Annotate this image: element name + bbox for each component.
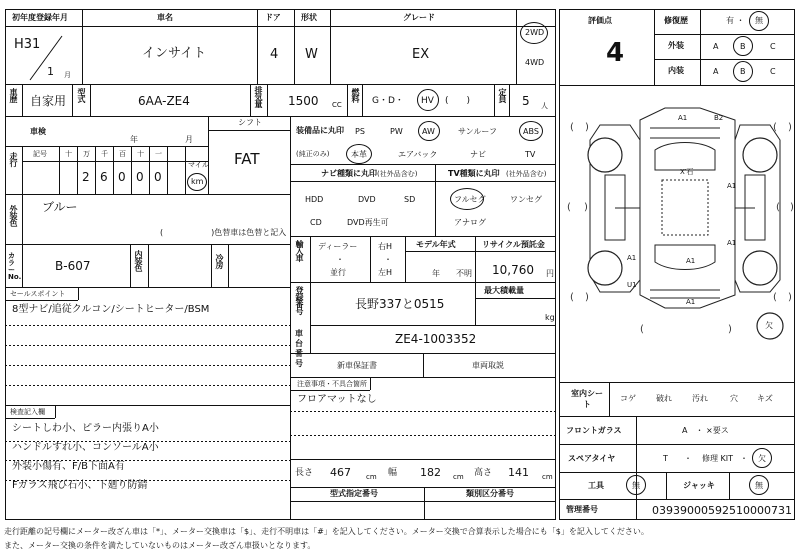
digit-3: 0 xyxy=(136,170,144,184)
fuel-label: 燃料 xyxy=(351,88,360,102)
tools-none: 無 xyxy=(632,481,640,490)
inspector-line-3: 外装小傷有、F/B下面A有 xyxy=(12,461,125,472)
use-value: 自家用 xyxy=(30,94,67,108)
model-year-unit: 年 xyxy=(432,269,440,278)
import-left: 左H xyxy=(378,268,393,277)
exterior-c: C xyxy=(770,42,776,51)
score-label: 評価点 xyxy=(588,16,612,25)
exterior-b: B xyxy=(740,42,746,51)
dot-4: ・ xyxy=(740,454,748,463)
width-value: 182 xyxy=(420,466,441,479)
svg-text:(: ( xyxy=(570,292,574,303)
shape-value: W xyxy=(305,47,318,62)
notes-label: 注意事項・不具合箇所 xyxy=(297,380,367,388)
fuel-paren: ( ) xyxy=(445,96,471,106)
doors-value: 4 xyxy=(270,47,279,62)
diag-label-a1-bottom: A1 xyxy=(686,298,696,306)
front-glass-label: フロントガラス xyxy=(566,426,622,435)
interior-label: 内装 xyxy=(668,66,684,75)
spare-t: T xyxy=(663,454,668,463)
displacement-value: 1500 xyxy=(288,94,319,108)
import-parallel: 並行 xyxy=(330,268,346,277)
model-value: 6AA-ZE4 xyxy=(138,94,190,108)
shift-value: FAT xyxy=(234,150,260,168)
unit-5: 一 xyxy=(155,150,162,158)
capacity-label: 定員 xyxy=(498,88,507,102)
mileage-label: 走行 xyxy=(9,152,18,166)
equip-leather: 本革 xyxy=(351,150,367,159)
grade-value: EX xyxy=(412,47,430,62)
inspection-month: 月 xyxy=(185,135,193,144)
unit-4: 十 xyxy=(137,150,144,158)
tools-label: 工具 xyxy=(588,481,604,490)
mgmt-value: 0393900059251000073​1 xyxy=(652,504,792,517)
length-label: 長さ xyxy=(295,468,314,478)
svg-text:(: ( xyxy=(640,324,644,335)
height-value: 141 xyxy=(508,466,529,479)
exterior-a: A xyxy=(713,42,719,51)
diag-label-b2: B2 xyxy=(714,114,724,122)
digit-0: 2 xyxy=(82,170,90,184)
tv-fullseg: フルセグ xyxy=(454,195,486,204)
inspector-line-4: Fガラス飛び石小、下廻り防錆 xyxy=(12,480,148,491)
fuel-hv: HV xyxy=(421,96,434,106)
repair-none: 無 xyxy=(755,16,763,25)
diag-label-a1-left: A1 xyxy=(627,254,637,262)
exterior-label: 外装 xyxy=(668,41,684,50)
color-note: ( )色替車は色替と記入 xyxy=(160,228,287,237)
svg-text:): ) xyxy=(788,122,792,133)
svg-text:): ) xyxy=(728,324,732,335)
grade-label: グレード xyxy=(403,13,435,22)
height-label: 高さ xyxy=(474,468,493,478)
person-unit: 人 xyxy=(541,102,548,110)
navi-label: ナビ種類に丸印 xyxy=(321,169,377,178)
import-dealer: ディーラー xyxy=(318,242,358,251)
width-unit: cm xyxy=(453,473,464,481)
shift-label: シフト xyxy=(238,118,262,127)
tv-label: TV種類に丸印 xyxy=(448,169,500,178)
svg-text:(: ( xyxy=(773,122,777,133)
car-name-value: インサイト xyxy=(142,46,207,61)
svg-text:(: ( xyxy=(773,292,777,303)
first-reg-label: 初年度登録年月 xyxy=(12,13,68,22)
sales-text: 8型ナビ/追従クルコン/シートヒーター/BSM xyxy=(12,304,210,315)
tv-analog: アナログ xyxy=(454,218,486,227)
warranty-label: 新車保証書 xyxy=(337,361,377,370)
history-label: 車歴 xyxy=(9,88,18,102)
interior-color-label: 内装色 xyxy=(134,250,143,271)
sales-label: セールスポイント xyxy=(10,290,66,298)
score-value: 4 xyxy=(606,38,625,68)
navi-sd: SD xyxy=(404,195,416,204)
length-value: 467 xyxy=(330,466,351,479)
capacity-value: 5 xyxy=(522,94,530,108)
diag-label-ketsu: 欠 xyxy=(765,321,773,330)
diag-label-a1-rr: A1 xyxy=(727,239,737,247)
navi-cd: CD xyxy=(310,218,322,227)
diag-label-a1-mid: A1 xyxy=(686,257,696,265)
ac-label: 冷房 xyxy=(215,254,224,268)
dot-2: ・ xyxy=(384,255,392,264)
color-no-label: カラーNo. xyxy=(8,252,22,281)
inspector-label: 検査記入欄 xyxy=(10,408,45,416)
unit-3: 百 xyxy=(119,150,126,158)
interior-c: C xyxy=(770,67,776,76)
spare-label: スペアタイヤ xyxy=(568,454,616,463)
diag-label-stone: X‵石 xyxy=(680,168,694,176)
svg-text:): ) xyxy=(790,202,794,213)
color-no-value: B-607 xyxy=(55,259,91,273)
dot-1: ・ xyxy=(336,255,344,264)
interior-a: A xyxy=(713,67,719,76)
cc-unit: CC xyxy=(332,101,342,109)
diag-label-u1: U1 xyxy=(627,281,637,289)
car-name-label: 車名 xyxy=(157,13,173,22)
seat-ana: 穴 xyxy=(730,394,738,403)
svg-text:(: ( xyxy=(570,122,574,133)
import-label: 輸入車 xyxy=(295,240,304,261)
spare-none: 欠 xyxy=(758,454,766,463)
diag-label-a1-top: A1 xyxy=(678,114,688,122)
tv-sub: (社外品含む) xyxy=(506,170,547,178)
unit-1: 万 xyxy=(83,150,90,158)
inspector-line-2: ハンドルすれ小、コンソールA小 xyxy=(12,442,159,453)
svg-text:(: ( xyxy=(567,202,571,213)
repair-label: 修復歴 xyxy=(664,16,688,25)
length-unit: cm xyxy=(366,473,377,481)
navi-sub: (社外品含む) xyxy=(377,170,418,178)
svg-text:): ) xyxy=(788,292,792,303)
repair-options: 有 ・ xyxy=(726,16,745,25)
designation-label: 型式指定番号 xyxy=(330,489,378,498)
equip-sunroof: サンルーフ xyxy=(458,127,497,136)
reg-value: 長野337と0515 xyxy=(355,297,445,311)
seat-koge: コゲ xyxy=(620,394,636,403)
front-glass-value: A ・ ×要ス xyxy=(682,426,729,435)
jack-label: ジャッキ xyxy=(683,481,715,490)
kg-unit: kg xyxy=(545,313,555,322)
max-load-label: 最大積載量 xyxy=(484,286,524,295)
seat-kizu: キズ xyxy=(757,394,773,403)
chassis-label: 車台番号 xyxy=(295,329,303,368)
equip-aw: AW xyxy=(422,127,435,136)
footer-note-1: 走行距離の記号欄にメーター改ざん車は「*」、メーター交換車は「$」、走行不明車は「#」を記入してください。メーター交換で合算表示した場合にも「$」を記入してください。 xyxy=(4,527,649,536)
recycle-value: 10,760 xyxy=(492,263,534,277)
mileage-kigo: 記号 xyxy=(33,150,47,158)
equipment-sub: (純正のみ) xyxy=(296,150,330,158)
tv-oneseg: ワンセグ xyxy=(510,195,542,204)
equip-navi: ナビ xyxy=(470,150,486,159)
navi-hdd: HDD xyxy=(305,195,324,204)
yen-unit: 円 xyxy=(546,269,554,278)
equip-ps: PS xyxy=(355,127,365,136)
drive-2wd: 2WD xyxy=(525,28,545,37)
inspection-label: 車検 xyxy=(30,127,46,136)
chassis-value: ZE4-1003352 xyxy=(395,332,477,346)
color-value: ブルー xyxy=(42,200,78,214)
import-right: 右H xyxy=(378,242,393,251)
svg-text:): ) xyxy=(585,122,589,133)
reg-label: 登録番号 xyxy=(295,286,304,314)
equip-pw: PW xyxy=(390,127,403,136)
footer-note-2: また、メーター交換の条件を満たしていないものはメーター改ざん車扱いとなります。 xyxy=(4,541,316,550)
category-label: 類別区分番号 xyxy=(466,489,514,498)
equipment-label: 装備品に丸印 xyxy=(296,126,344,135)
recycle-label: リサイクル預託金 xyxy=(482,240,545,249)
dot-3: ・ xyxy=(684,454,692,463)
width-label: 幅 xyxy=(388,468,398,478)
mgmt-label: 管理番号 xyxy=(566,505,598,514)
inspector-line-1: シートしわ小、ピラー内張りA小 xyxy=(12,423,159,434)
inspection-year: 年 xyxy=(130,135,138,144)
svg-text:): ) xyxy=(585,292,589,303)
shape-label: 形状 xyxy=(301,13,317,22)
diag-label-a1-right: A1 xyxy=(727,182,737,190)
unit-2: 千 xyxy=(101,150,108,158)
digit-2: 0 xyxy=(118,170,126,184)
spare-kit: 修理 KIT xyxy=(702,454,734,463)
height-unit: cm xyxy=(542,473,553,481)
door-label: ドア xyxy=(265,13,281,22)
interior-seat-label: 室内シート xyxy=(571,389,603,409)
digit-1: 6 xyxy=(100,170,108,184)
km-unit: km xyxy=(191,177,204,186)
seat-yogore: 汚れ xyxy=(692,394,708,403)
displacement-label: 排気量 xyxy=(254,86,263,107)
equip-abs: ABS xyxy=(523,127,539,136)
interior-b: B xyxy=(740,67,746,76)
year-value: H31 xyxy=(14,37,41,52)
model-year-label: モデル年式 xyxy=(416,240,456,249)
model-year-unknown: 不明 xyxy=(456,269,472,278)
notes-text: フロアマットなし xyxy=(297,394,377,405)
month-value: 1 xyxy=(47,65,54,78)
color-label: 外装色 xyxy=(9,205,18,226)
svg-text:): ) xyxy=(584,202,588,213)
mile-unit: マイル xyxy=(188,161,209,169)
svg-text:(: ( xyxy=(776,202,780,213)
equip-tv: TV xyxy=(525,150,536,159)
digit-4: 0 xyxy=(154,170,162,184)
navi-dvdplay: DVD再生可 xyxy=(347,218,389,227)
navi-dvd: DVD xyxy=(358,195,376,204)
jack-none: 無 xyxy=(755,481,763,490)
unit-0: 十 xyxy=(65,150,72,158)
drive-4wd: 4WD xyxy=(525,58,545,67)
type-label: 型式 xyxy=(77,88,86,102)
equip-airbag: エアバック xyxy=(398,150,438,159)
manual-label: 車両取説 xyxy=(472,361,504,370)
month-unit: 月 xyxy=(64,71,71,79)
fuel-options: G・D・ xyxy=(372,96,404,106)
seat-yabure: 破れ xyxy=(656,394,672,403)
